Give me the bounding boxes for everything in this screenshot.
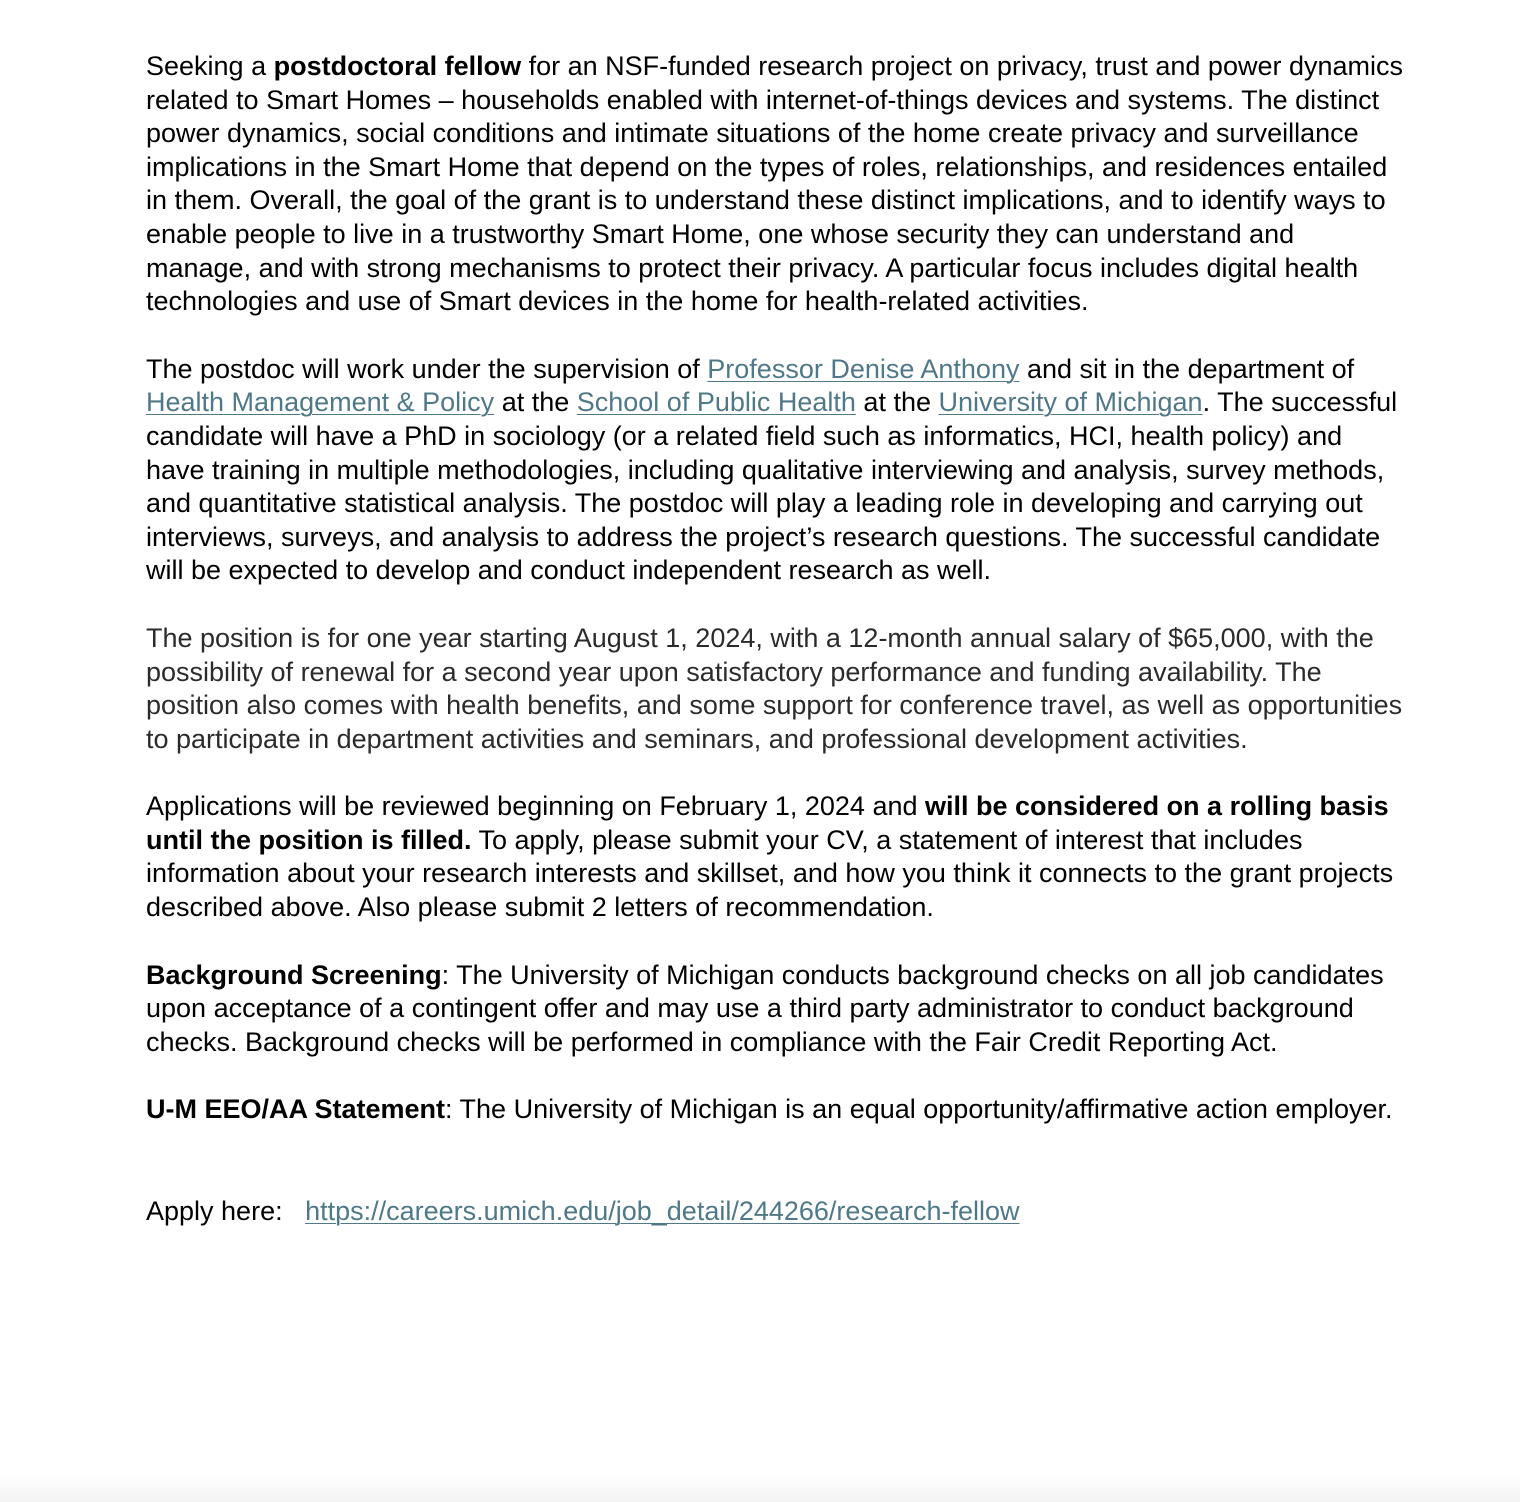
supervision-text-5: . The successful candidate will have a PhD in sociology (or a related field such as informatics, HCI, health policy) and have training in multiple methodologies, including qualitative interviewing and analysis, survey methods, and quantitative statistical analysis. The postdoc will play a leading role in developing and carrying out interviews, surveys, and analysis to address the project’s research questions. The successful candidate will be expected to develop and conduct independent research as well.: [146, 387, 1398, 586]
eeo-statement-paragraph: [146, 1093, 1406, 1127]
applications-bold-rolling: will be considered on a rolling basis until the position is filled.: [146, 791, 1389, 855]
applications-text-2: To apply, please submit your CV, a statement of interest that includes information about your research interests and skillset, and how you think it connects to the grant projects described above. Also please submit 2 letters of recommendation.: [146, 824, 1394, 923]
applications-text-1: Applications will be reviewed beginning on February 1, 2024 and: [146, 791, 925, 822]
page-bottom-edge: [0, 1474, 1520, 1502]
background-screening-heading: Background Screening: [146, 959, 442, 990]
intro-paragraph: [146, 50, 1406, 319]
apply-label: Apply here:: [146, 1196, 306, 1227]
department-link[interactable]: Health Management & Policy: [146, 387, 495, 418]
eeo-statement-heading: U-M EEO/AA Statement: [146, 1094, 446, 1125]
intro-text-1: Seeking a: [146, 51, 274, 81]
supervision-text-2: and sit in the department of: [1019, 353, 1355, 384]
supervision-text-4: at the: [855, 387, 939, 418]
supervision-paragraph: [146, 353, 1406, 588]
apply-link[interactable]: https://careers.umich.edu/job_detail/244266/research-fellow: [305, 1196, 1020, 1227]
applications-paragraph: [146, 790, 1406, 924]
supervision-text-1: The postdoc will work under the supervision of: [146, 353, 708, 384]
eeo-statement-text: : The University of Michigan is an equal opportunity/affirmative action employer.: [445, 1094, 1393, 1125]
apply-paragraph: [146, 1195, 1406, 1229]
supervision-text-3: at the: [494, 387, 577, 418]
intro-text-2: for an NSF-funded research project on privacy, trust and power dynamics related to Smart Homes – households enabled with internet-of-things devices and systems. The distinct power dynamics, social conditions and intimate situations of the home create privacy and surveillance implications in the Smart Home that depend on the types of roles, relationships, and residences entailed in them. Overall, the goal of the grant is to understand these distinct implications, and to identify ways to enable people to live in a trustworthy Smart Home, one whose security they can understand and manage, and with strong mechanisms to protect their privacy. A particular focus includes digital health technologies and use of Smart devices in the home for health-related activities.: [146, 51, 1404, 317]
intro-bold-position: postdoctoral fellow: [273, 51, 522, 81]
position-details-paragraph: The position is for one year starting August 1, 2024, with a 12-month annual salary of $65,000, with the possibility of renewal for a second year upon satisfactory performance and funding availability. The position also comes with health benefits, and some support for conference travel, as well as opportunities to participate in department activities and seminars, and professional development activities.: [146, 622, 1403, 754]
university-link[interactable]: University of Michigan: [938, 387, 1203, 418]
professor-link[interactable]: Professor Denise Anthony: [707, 353, 1020, 384]
school-link[interactable]: School of Public Health: [576, 387, 856, 418]
background-screening-paragraph: [146, 959, 1406, 1060]
job-posting-document: [146, 50, 1406, 1263]
background-screening-text: : The University of Michigan conducts background checks on all job candidates upon acceptance of a contingent offer and may use a third party administrator to conduct background checks. Background checks will be performed in compliance with the Fair Credit Reporting Act.: [146, 959, 1384, 1057]
